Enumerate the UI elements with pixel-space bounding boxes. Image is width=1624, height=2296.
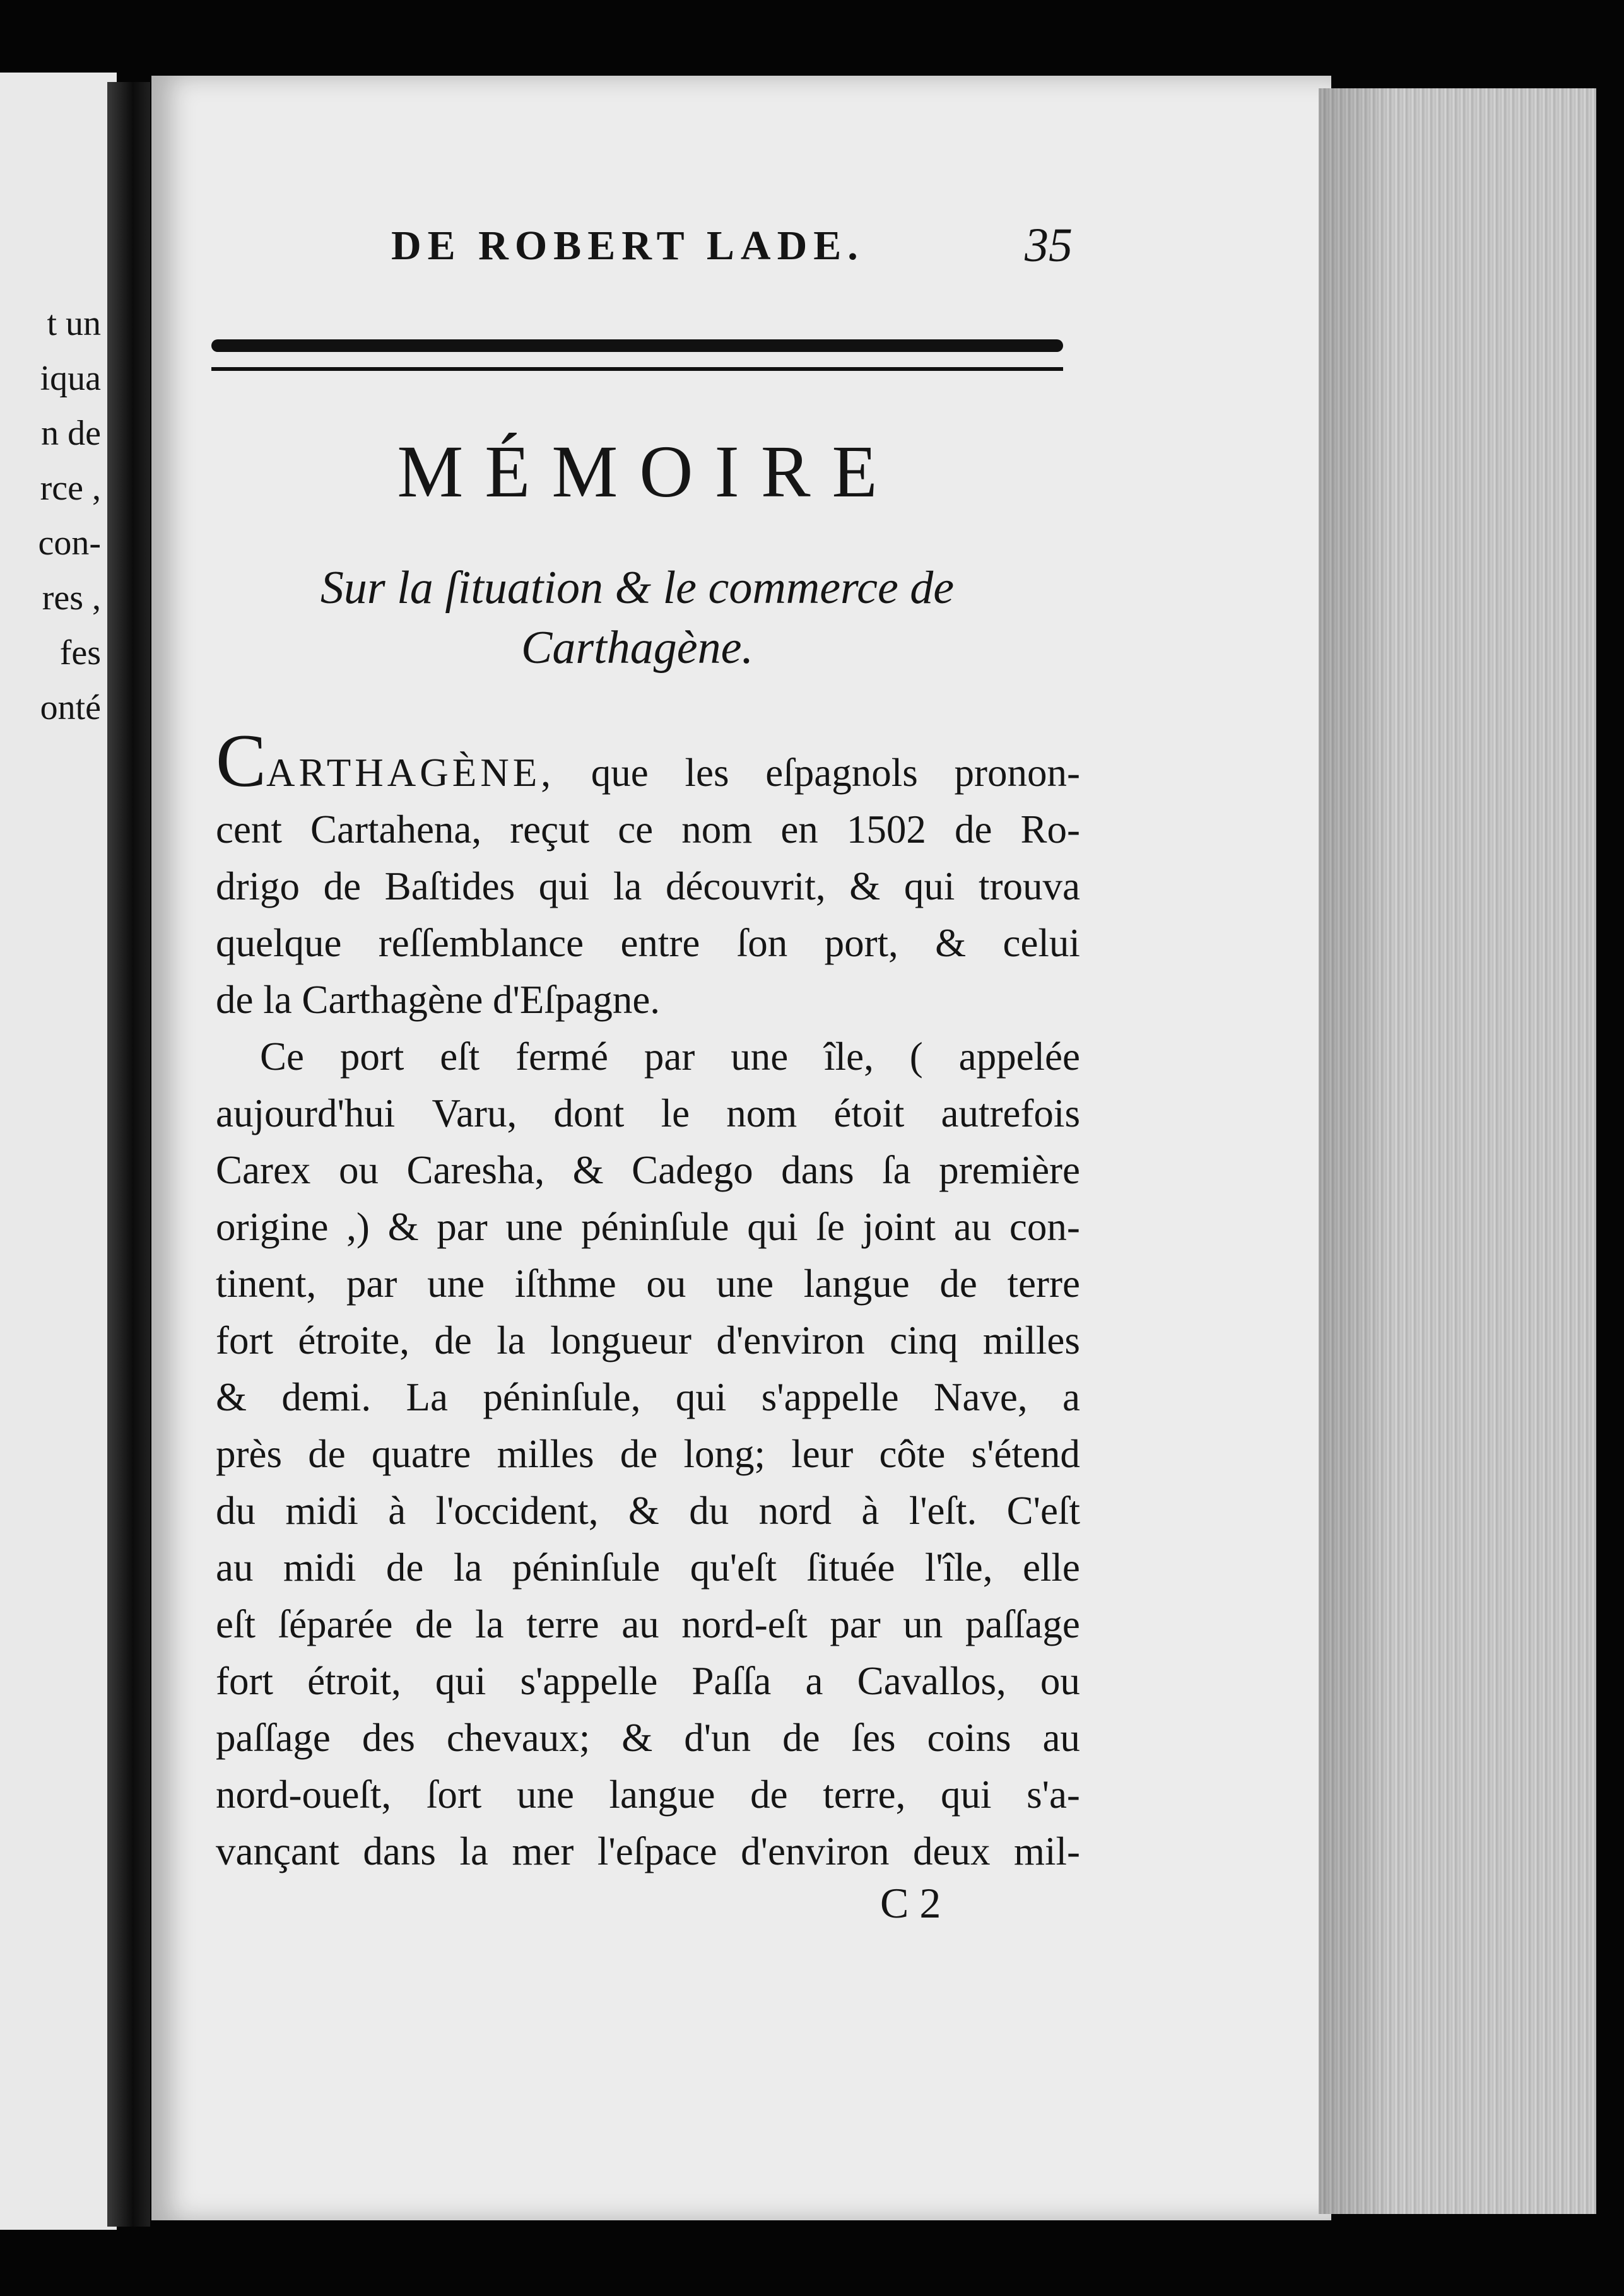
body-word: leur [791, 1432, 854, 1476]
body-line [216, 1709, 1080, 1766]
body-word: Baſtides [384, 864, 515, 908]
left-fragment-line: onté [40, 688, 101, 727]
running-header [391, 219, 1073, 285]
body-word: origine [216, 1205, 329, 1249]
body-word: Cavallos, [857, 1659, 1006, 1703]
body-word: & [572, 1148, 604, 1192]
body-word: ( [909, 1034, 923, 1079]
body-word: aujourd'hui [216, 1091, 396, 1135]
body-word: par [346, 1262, 397, 1306]
body-word: le [661, 1091, 690, 1135]
body-line [216, 915, 1080, 971]
body-word: des [362, 1716, 415, 1760]
body-word: au [621, 1602, 659, 1646]
body-word: près [216, 1432, 282, 1476]
body-word: Ro- [1020, 807, 1080, 852]
body-word: Carex [216, 1148, 311, 1192]
body-word: fort [216, 1318, 273, 1362]
body-word: dans [781, 1148, 854, 1192]
body-word: qui [903, 864, 955, 908]
body-word: la [459, 1829, 488, 1873]
body-line [216, 1369, 1080, 1426]
body-word: de [750, 1772, 788, 1817]
body-word: paſſage [965, 1602, 1080, 1646]
body-word: l'occident, [435, 1489, 599, 1533]
body-word: milles [497, 1432, 594, 1476]
body-word: eſt [440, 1034, 480, 1079]
body-word: tinent, [216, 1262, 317, 1306]
body-word: de [939, 1262, 977, 1306]
body-line [216, 1198, 1080, 1255]
body-word: au [953, 1205, 992, 1249]
body-line [216, 1142, 1080, 1198]
body-word: s'étend [971, 1432, 1080, 1476]
body-word: par [437, 1205, 488, 1249]
header-title: DE ROBERT LADE. [391, 223, 864, 269]
body-word: par [830, 1602, 881, 1646]
body-word: langue [803, 1262, 910, 1306]
body-line [216, 1426, 1080, 1482]
body-line [216, 1312, 1080, 1369]
body-word: l'eſt. [909, 1489, 977, 1533]
body-word: première [939, 1148, 1080, 1192]
left-fragment-line: con- [38, 524, 101, 563]
body-word: de [415, 1602, 453, 1646]
body-word: eſt [216, 1602, 256, 1646]
body-word: port [339, 1034, 404, 1079]
body-word: au [1042, 1716, 1080, 1760]
body-word: terre [1007, 1262, 1080, 1306]
body-word: deux [913, 1829, 991, 1873]
subtitle-line-1: Sur la ſituation & le commerce de [320, 562, 955, 614]
body-word: étroit, [307, 1659, 401, 1703]
body-word: a [1062, 1375, 1080, 1419]
left-fragment-line: rce , [40, 469, 101, 508]
page-edges-shadow [1319, 88, 1394, 2214]
body-word: de [620, 1432, 658, 1476]
body-word: Caresha, [406, 1148, 545, 1192]
body-word: du [216, 1489, 256, 1533]
header-rule-thin [211, 367, 1063, 371]
body-word: qui [675, 1375, 727, 1419]
body-line [216, 1028, 1080, 1085]
body-word: ſort [426, 1772, 482, 1817]
book-gutter [107, 82, 150, 2227]
body-word: l'eſpace [597, 1829, 717, 1873]
body-word: nord-oueſt, [216, 1772, 392, 1817]
body-word: dont [553, 1091, 625, 1135]
body-word: coins [927, 1716, 1011, 1760]
body-line [216, 1653, 1080, 1709]
body-word: ſituée [806, 1545, 895, 1590]
body-word: d'environ [741, 1829, 890, 1873]
body-word: étoit [833, 1091, 905, 1135]
body-word: qui [435, 1659, 486, 1703]
body-word: Nave, [933, 1375, 1028, 1419]
body-word: quatre [371, 1432, 471, 1476]
body-word: Paſſa [691, 1659, 772, 1703]
page-number: 35 [1025, 219, 1073, 272]
body-word: ſon [736, 921, 788, 965]
body-word: paſſage [216, 1716, 331, 1760]
left-page-text-fragments [0, 296, 101, 735]
body-word: autrefois [941, 1091, 1080, 1135]
body-word: fort [216, 1659, 273, 1703]
body-word: chevaux; [446, 1716, 591, 1760]
body-word: par [644, 1034, 695, 1079]
body-word: nord [758, 1489, 832, 1533]
body-word: ou [646, 1262, 686, 1306]
body-word: l'île, [924, 1545, 993, 1590]
body-word: la [497, 1318, 526, 1362]
body-line [216, 1085, 1080, 1142]
body-word: de [385, 1545, 424, 1590]
body-word: ſa [882, 1148, 911, 1192]
body-word [216, 718, 555, 802]
body-word: s'appelle [520, 1659, 658, 1703]
header-rule-thick [211, 339, 1063, 352]
left-fragment-line: n de [41, 414, 101, 453]
body-word: d'environ [716, 1318, 865, 1362]
drop-cap: C [216, 718, 267, 802]
body-word: long; [683, 1432, 766, 1476]
body-word: eſpagnols [765, 751, 918, 795]
body-word: langue [609, 1772, 715, 1817]
body-line [216, 1539, 1080, 1596]
body-word: qui [538, 864, 590, 908]
body-word: nord-eſt [681, 1602, 808, 1646]
section-subtitle [211, 558, 1063, 678]
body-word: à [388, 1489, 406, 1533]
body-word: péninſule [581, 1205, 729, 1249]
body-word: longueur [550, 1318, 692, 1362]
body-word: ou [1040, 1659, 1080, 1703]
body-word: la [453, 1545, 483, 1590]
body-word: & [387, 1205, 419, 1249]
body-word: demi. [281, 1375, 372, 1419]
body-word: elle [1022, 1545, 1080, 1590]
body-word: appelée [958, 1034, 1080, 1079]
body-word: nom [726, 1091, 797, 1135]
body-word: ,) [346, 1205, 370, 1249]
body-word: con- [1009, 1205, 1080, 1249]
body-word: ſe [816, 1205, 845, 1249]
body-word: à [861, 1489, 880, 1533]
body-word: & [628, 1489, 659, 1533]
body-word: a [805, 1659, 823, 1703]
body-word: au [216, 1545, 254, 1590]
body-word: côte [879, 1432, 946, 1476]
body-word: La [406, 1375, 448, 1419]
body-word: nom [681, 807, 753, 852]
body-word: reſſemblance [378, 921, 584, 965]
body-word: de [308, 1432, 346, 1476]
body-word: drigo [216, 864, 300, 908]
body-word: iſthme [514, 1262, 616, 1306]
body-word: en [780, 807, 818, 852]
body-word: reçut [510, 807, 590, 852]
body-line [216, 1596, 1080, 1653]
body-word: une [516, 1772, 574, 1817]
body-word: milles [982, 1318, 1080, 1362]
body-word: cent [216, 807, 282, 852]
body-word: mer [512, 1829, 574, 1873]
body-word: une [716, 1262, 774, 1306]
catchword: C 2 [880, 1879, 941, 1927]
body-word: & [621, 1716, 653, 1760]
body-line [216, 858, 1080, 915]
body-word: une [731, 1034, 789, 1079]
body-word: ou [338, 1148, 379, 1192]
body-word: & [849, 864, 881, 908]
small-caps-word: ARTHAGÈNE, [266, 751, 555, 795]
left-fragment-line: iqua [40, 359, 101, 398]
body-word: Cartahena, [310, 807, 482, 852]
left-fragment-line: res , [42, 578, 101, 618]
body-word: la [613, 864, 642, 908]
body-line [216, 1482, 1080, 1539]
body-word: fermé [515, 1034, 609, 1079]
body-word: qu'eſt [690, 1545, 777, 1590]
body-word: quelque [216, 921, 342, 965]
body-word: de [323, 864, 362, 908]
body-word: ſes [851, 1716, 896, 1760]
body-word: d'un [684, 1716, 751, 1760]
body-word: un [903, 1602, 943, 1646]
body-line [216, 1766, 1080, 1823]
body-word: ce [618, 807, 654, 852]
body-word: étroite, [298, 1318, 410, 1362]
body-word: de [782, 1716, 820, 1760]
body-word: 1502 [846, 807, 926, 852]
body-line [216, 1255, 1080, 1312]
body-word: cinq [890, 1318, 958, 1362]
body-word: péninſule [512, 1545, 661, 1590]
body-word: la [475, 1602, 504, 1646]
left-fragment-line: t un [47, 304, 101, 343]
body-word: ſéparée [278, 1602, 393, 1646]
body-word: les [685, 751, 729, 795]
body-word: Cadego [632, 1148, 753, 1192]
body-word: que [591, 751, 649, 795]
body-word: s'appelle [761, 1375, 899, 1419]
body-line [216, 1823, 1080, 1880]
body-line [216, 718, 1080, 802]
body-word: midi [283, 1545, 356, 1590]
body-word: joint [862, 1205, 936, 1249]
body-word: port, [824, 921, 898, 965]
body-word: s'a- [1027, 1772, 1080, 1817]
body-word: celui [1003, 921, 1080, 965]
subtitle-line-2: Carthagène. [521, 622, 753, 674]
body-word: Varu, [432, 1091, 517, 1135]
body-word: trouva [979, 864, 1080, 908]
section-title: MÉMOIRE [397, 430, 899, 513]
body-word: entre [620, 921, 700, 965]
body-word: qui [940, 1772, 992, 1817]
body-word: une [427, 1262, 485, 1306]
body-word: de [434, 1318, 472, 1362]
body-line: de la Carthagène d'Eſpagne. [216, 978, 661, 1022]
body-word: Ce [260, 1034, 304, 1079]
body-word: une [505, 1205, 563, 1249]
body-word: mil- [1014, 1829, 1080, 1873]
body-word: de [954, 807, 992, 852]
body-word: pronon- [954, 751, 1080, 795]
body-word: terre [526, 1602, 599, 1646]
body-word: C'eſt [1006, 1489, 1080, 1533]
body-word: île, [824, 1034, 874, 1079]
body-word: terre, [823, 1772, 906, 1817]
body-word: péninſule, [483, 1375, 641, 1419]
body-word: & [216, 1375, 247, 1419]
body-word: dans [363, 1829, 436, 1873]
body-line [216, 801, 1080, 858]
body-word: & [935, 921, 967, 965]
left-fragment-line: fes [59, 633, 101, 672]
body-word: midi [285, 1489, 358, 1533]
body-word: vançant [216, 1829, 339, 1873]
body-word: découvrit, [665, 864, 826, 908]
body-text [216, 718, 1080, 1880]
body-word: du [689, 1489, 729, 1533]
body-word: qui [747, 1205, 798, 1249]
